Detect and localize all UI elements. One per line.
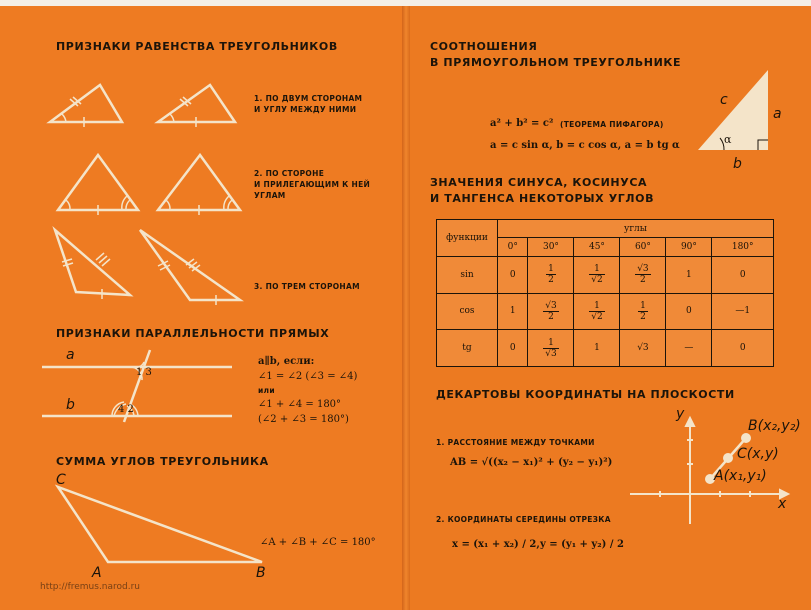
book-spine: [402, 0, 410, 610]
trig-value-cell: —: [666, 330, 712, 367]
side-a-label: a: [773, 106, 782, 122]
angle-alpha-label: α: [724, 133, 732, 146]
coordinates-title: ДЕКАРТОВЫ КООРДИНАТЫ НА ПЛОСКОСТИ: [436, 388, 735, 401]
right-triangle-title-2: В ПРЯМОУГОЛЬНОМ ТРЕУГОЛЬНИКЕ: [430, 56, 682, 69]
trig-value-cell: $\frac{√3}{2}$: [620, 256, 666, 293]
trig-function-name: sin: [437, 256, 498, 293]
coord-item-1: 1. РАССТОЯНИЕ МЕЖДУ ТОЧКАМИ: [436, 438, 595, 447]
source-url: http://fremus.narod.ru: [40, 582, 141, 592]
point-c-label: C(x,y): [737, 446, 779, 462]
trig-function-name: cos: [437, 293, 498, 330]
angle-sum-title: СУММА УГЛОВ ТРЕУГОЛЬНИКА: [56, 455, 269, 468]
trig-row-tg: [437, 330, 774, 367]
triangle-sas-2: [158, 85, 235, 122]
trig-value-cell: 0: [712, 256, 774, 293]
top-edge: [0, 0, 811, 6]
trig-values-table: [436, 219, 774, 367]
side-b-label: b: [733, 156, 742, 172]
line-b-label: b: [66, 397, 75, 413]
side-c-label: c: [720, 92, 728, 108]
midpoint-formula-y: y = (y₁ + y₂) / 2: [540, 539, 624, 550]
triangle-asa-1: [58, 155, 138, 210]
angle-sum-formula: ∠A + ∠B + ∠C = 180°: [260, 537, 376, 548]
trig-row-cos: [437, 293, 774, 330]
trig-value-cell: 1: [498, 293, 528, 330]
coord-item-2: 2. КООРДИНАТЫ СЕРЕДИНЫ ОТРЕЗКА: [436, 515, 611, 524]
triangle-sss-2: [140, 230, 240, 300]
point-a: [706, 475, 714, 483]
col-angles-header: углы: [498, 220, 774, 238]
distance-formula: AB = √((x₂ − x₁)² + (y₂ − y₁)²): [450, 457, 613, 468]
col-functions-header: функции: [437, 220, 498, 257]
trig-value-cell: $\frac{√3}{2}$: [528, 293, 574, 330]
trig-relations: a = c sin α, b = c cos α, a = b tg α: [490, 140, 680, 151]
trig-values-title-2: И ТАНГЕНСА НЕКОТОРЫХ УГЛОВ: [430, 192, 655, 205]
point-a-label: A(x₁,y₁): [714, 468, 767, 484]
trig-table-body: [437, 256, 774, 366]
point-c: [724, 454, 732, 462]
trig-value-cell: 0: [498, 256, 528, 293]
triangle-sss-1: [55, 230, 130, 295]
point-b: [742, 434, 750, 442]
angle-sum-figure: [50, 482, 280, 572]
parallel-cond-2: ∠1 = ∠2 (∠3 = ∠4): [258, 371, 358, 382]
axis-y-label: y: [676, 406, 685, 422]
congruence-item-2: 2. ПО СТОРОНЕ И ПРИЛЕГАЮЩИМ К НЕЙ УГЛАМ: [254, 169, 371, 200]
trig-value-cell: 0: [712, 330, 774, 367]
triangle-asa-2: [158, 155, 240, 210]
trig-value-cell: $\frac{1}{√2}$: [574, 293, 620, 330]
parallel-cond-3: или: [258, 386, 275, 395]
axis-x-label: x: [778, 496, 787, 512]
trig-values-title-1: ЗНАЧЕНИЯ СИНУСА, КОСИНУСА: [430, 176, 648, 189]
trig-value-cell: 0: [666, 293, 712, 330]
trig-row-sin: [437, 256, 774, 293]
angles-top-label: 1 3: [136, 367, 152, 378]
pythagoras-formula: a² + b² = c²: [490, 118, 554, 129]
congruence-title: ПРИЗНАКИ РАВЕНСТВА ТРЕУГОЛЬНИКОВ: [56, 40, 338, 53]
vertex-b-label: B: [256, 565, 266, 581]
right-triangle-figure: [694, 66, 774, 156]
angle-header-cell: 45°: [574, 238, 620, 256]
midpoint-formula-x: x = (x₁ + x₂) / 2,: [452, 539, 540, 550]
angle-header-cell: 60°: [620, 238, 666, 256]
angle-header-cell: 180°: [712, 238, 774, 256]
parallel-title: ПРИЗНАКИ ПАРАЛЛЕЛЬНОСТИ ПРЯМЫХ: [56, 327, 330, 340]
angle-sum-triangle: [58, 487, 262, 562]
trig-value-cell: $\frac{1}{2}$: [620, 293, 666, 330]
right-triangle: [698, 70, 768, 150]
trig-value-cell: 1: [666, 256, 712, 293]
trig-value-cell: $\frac{1}{2}$: [528, 256, 574, 293]
right-triangle-title-1: СООТНОШЕНИЯ: [430, 40, 538, 53]
angle-header-cell: 30°: [528, 238, 574, 256]
vertex-c-label: C: [56, 472, 66, 488]
trig-function-name: tg: [437, 330, 498, 367]
trig-value-cell: $\frac{1}{√3}$: [528, 330, 574, 367]
angle-header-cell: 0°: [498, 238, 528, 256]
angle-header-cell: 90°: [666, 238, 712, 256]
trig-value-cell: 0: [498, 330, 528, 367]
vertex-a-label: A: [92, 565, 102, 581]
trig-value-cell: $\frac{1}{√2}$: [574, 256, 620, 293]
parallel-cond-4: ∠1 + ∠4 = 180°: [258, 399, 342, 410]
line-a-label: a: [66, 347, 75, 363]
trig-value-cell: √3: [620, 330, 666, 367]
congruence-item-3: 3. ПО ТРЕМ СТОРОНАМ: [254, 282, 360, 291]
point-b-label: B(x₂,y₂): [748, 418, 801, 434]
pythagoras-note: (ТЕОРЕМА ПИФАГОРА): [560, 120, 664, 129]
parallel-cond-1: a∥b, если:: [258, 356, 315, 367]
angles-bottom-label: 4 2: [118, 404, 134, 415]
congruence-item-1: 1. ПО ДВУМ СТОРОНАМ И УГЛУ МЕЖДУ НИМИ: [254, 94, 363, 114]
parallel-cond-5: (∠2 + ∠3 = 180°): [258, 414, 349, 425]
trig-value-cell: 1: [574, 330, 620, 367]
triangle-sas-1: [50, 85, 122, 122]
trig-value-cell: —1: [712, 293, 774, 330]
